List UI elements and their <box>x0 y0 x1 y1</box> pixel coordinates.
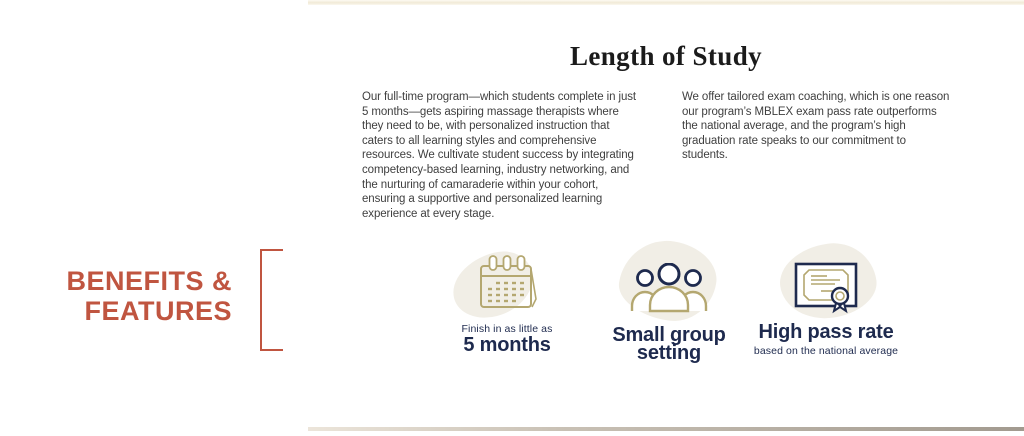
section-heading <box>40 266 232 326</box>
feature-small-group <box>584 238 754 362</box>
intro-paragraph-left: Our full-time program—which students complete in just 5 months—gets aspiring massage therapists where they need to be, with personalized instruction that caters to all learning styles and comprehensive resources. We cultivate student success by integrating competency-based learning, industry networking, and the nurturing of camaraderie within your cohort, ensuring a supportive and personalized learning experience at every stage. <box>362 91 637 220</box>
feature-icon-area <box>422 238 592 323</box>
intro-paragraph-right: We offer tailored exam coaching, which is one reason our program’s MBLEX exam pass rate outperforms the national average, and the program’s high graduation rate speaks to our commitment to students. <box>682 91 950 162</box>
certificate-icon <box>794 260 858 314</box>
feature-label: 5 months <box>463 334 551 356</box>
section-heading-line1: BENEFITS & <box>66 266 232 296</box>
feature-icon-area <box>584 238 754 323</box>
content-card <box>308 0 1024 436</box>
group-icon <box>629 263 709 313</box>
feature-high-pass-rate <box>741 238 911 358</box>
feature-pre-label: Finish in as little as <box>461 323 553 335</box>
feature-5-months <box>422 238 592 354</box>
feature-label: High pass rate <box>758 321 894 343</box>
card-bottom-edge <box>308 427 1024 431</box>
calendar-icon <box>473 253 541 315</box>
section-heading-line2: FEATURES <box>84 296 232 326</box>
card-title: Length of Study <box>569 41 763 71</box>
bracket-decoration <box>260 249 283 351</box>
feature-icon-area <box>741 238 911 323</box>
feature-sub-label: based on the national average <box>753 345 899 357</box>
feature-label: Small group setting <box>612 324 726 364</box>
card-top-edge <box>308 0 1024 5</box>
